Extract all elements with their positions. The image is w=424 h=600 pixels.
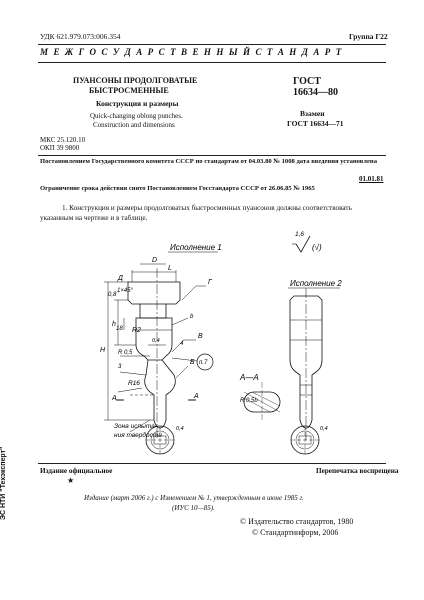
radius-r16-label: R16 [128, 380, 140, 387]
radius-r2-label: R2 [132, 327, 141, 334]
dim-H-label: H [100, 347, 106, 354]
title-ru-line1: ПУАНСОНЫ ПРОДОЛГОВАТЫЕ [73, 76, 198, 85]
punch-head [128, 282, 180, 304]
decree-text: Постановлением Государственного комитета СССР по стандартам от 04.03.80 № 1008 дата введения установлена [40, 158, 378, 165]
version-1-label: Исполнение 1 [170, 243, 222, 252]
chamfer-label: 1×45° [117, 288, 133, 294]
gost-number: 16634—80 [293, 87, 338, 98]
edition-note-line2: (ИУС 10—85). [172, 504, 215, 512]
edition-note-line1: Издание (март 2006 г.) с Изменением № 1, утвержденным в июне 1985 г. [84, 494, 304, 502]
callout-n7: п.7 [199, 360, 208, 366]
limit-text: Ограничение срока действия снято Постановлением Госстандарта СССР от 26.06.85 № 1965 [40, 185, 315, 192]
dim-4-label: 4 [180, 341, 184, 347]
reprint-prohibited: Перепечатка воспрещена [316, 467, 399, 475]
star-icon: ★ [67, 476, 75, 485]
roughness-symbol [296, 236, 310, 252]
dim-18-label: 18 [116, 326, 123, 332]
dim-h-label: h [112, 321, 116, 328]
zone-label-line1: Зона испыта- [114, 423, 157, 430]
dim-D-label: D [152, 257, 158, 264]
label-V: В [198, 333, 203, 340]
section-label: А—А [240, 373, 259, 382]
mks-code: МКС 25.120.10 [40, 136, 86, 144]
footer-rule [38, 463, 386, 464]
dim-3-label: 3 [118, 364, 122, 370]
roughness-ra-1: 0,4 [176, 426, 184, 432]
title-en-line2: Construction and dimensions [93, 121, 175, 129]
title-ru-subtitle: Конструкция и размеры [96, 99, 179, 108]
udk-code: УДК 621.979.073:006.354 [40, 32, 121, 41]
label-B: Б [190, 359, 195, 366]
roughness-paren: (√) [312, 243, 322, 252]
zone-label-line2: ния твердости [114, 432, 162, 439]
dim-L-label: L [168, 265, 172, 272]
title-en-line1: Quick-changing oblong punches. [90, 112, 183, 120]
paragraph-1-line1: 1. Конструкция и размеры продолговатых быстросменных пуансонов должны соответствовать [62, 204, 352, 212]
title-ru-line2: БЫСТРОСМЕННЫЕ [89, 86, 169, 95]
replaces-value: ГОСТ 16634—71 [287, 119, 344, 128]
dim-04-label: 0,4 [152, 338, 160, 344]
label-A-right: А [194, 393, 199, 400]
interstate-standard-banner: М Е Ж Г О С У Д А Р С Т В Е Н Н Ы Й С Т А Н Д А Р Т [40, 47, 343, 57]
label-D2: Д [118, 275, 123, 282]
copyright-1980: © Издательство стандартов, 1980 [240, 517, 354, 526]
gost-label: ГОСТ [293, 76, 321, 87]
roughness-value: 1,6 [295, 231, 305, 238]
side-stamp: ЭС НТИ "Техэксперт" [0, 446, 7, 520]
group-code: Группа Г22 [349, 32, 388, 41]
okp-code: ОКП 39 9800 [40, 144, 80, 152]
dim-08-label: 0,8 [108, 292, 117, 298]
introduction-date: 01.01.81 [359, 175, 384, 183]
official-edition: Издание официальное [40, 467, 113, 475]
version-2-label: Исполнение 2 [290, 279, 342, 288]
paragraph-1-line2: указанным на чертеже и в таблице. [40, 214, 148, 222]
label-G: Г [208, 279, 212, 286]
dim-b-label: b [190, 314, 194, 320]
label-A-left: А [112, 395, 117, 402]
replaces-label: Взамен [300, 109, 325, 118]
radius-r05-label: R 0,5 [118, 350, 133, 356]
radius-r8-label: R 0,5b [240, 398, 258, 404]
roughness-ra-2: 0,4 [320, 426, 328, 432]
copyright-2006: © Стандартинформ, 2006 [252, 528, 339, 537]
